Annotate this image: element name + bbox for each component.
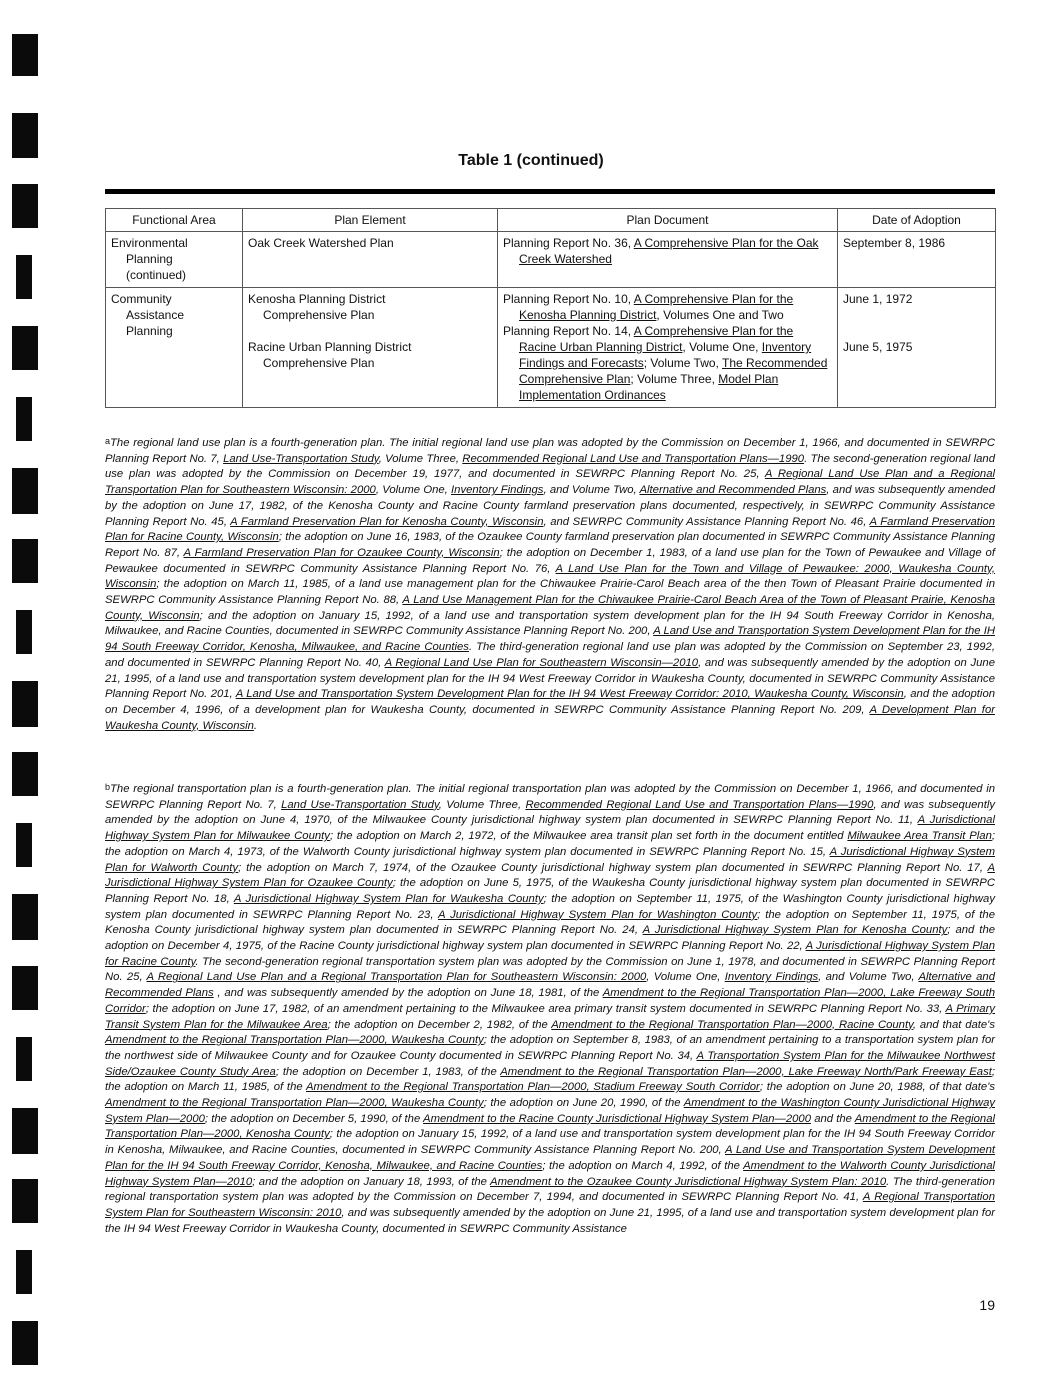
footnote-marker: a: [105, 436, 111, 446]
document-title: Model Plan Implementation Ordinances: [519, 372, 779, 402]
area-line: (continued): [126, 268, 187, 282]
binding-hole: [16, 255, 32, 299]
adoption-date: June 5, 1975: [843, 340, 913, 354]
area-line: Planning: [126, 252, 173, 266]
page-title: Table 1 (continued): [458, 152, 604, 169]
binding-hole: [12, 1321, 38, 1365]
document-ref: , Volumes One and Two: [656, 308, 784, 322]
plan-element: Oak Creek Watershed Plan: [248, 236, 394, 250]
binding-hole: [12, 326, 38, 370]
column-header: Functional Area: [106, 209, 243, 232]
document-title: A Comprehensive Plan for the Kenosha Planning District: [519, 292, 794, 322]
binding-hole: [12, 1179, 38, 1223]
binding-hole: [12, 894, 38, 940]
functional-area-cell: [106, 232, 243, 288]
area-line: Environmental: [111, 236, 188, 250]
area-line: Planning: [126, 324, 173, 338]
column-header: Plan Element: [243, 209, 498, 232]
page-number: 19: [979, 1297, 995, 1313]
footnote-marker: b: [105, 782, 111, 792]
document-title: The Recommended Comprehensive Plan: [519, 356, 828, 386]
document-ref: ; Volume Two,: [643, 356, 723, 370]
binding-hole: [16, 823, 32, 867]
binding-hole: [16, 1037, 32, 1081]
document-ref: Planning Report No. 14,: [503, 324, 634, 338]
plan-document-cell: [498, 288, 838, 408]
binding-hole: [16, 610, 32, 654]
adoption-date: September 8, 1986: [843, 236, 946, 250]
document-ref: ; Volume Three,: [630, 372, 719, 386]
plan-element: Racine Urban Planning District: [248, 340, 412, 354]
table-header-row: [106, 209, 996, 232]
area-line: Assistance: [126, 308, 185, 322]
adoption-date-cell: [838, 232, 996, 288]
binding-hole: [12, 539, 38, 583]
plan-element: Comprehensive Plan: [263, 356, 375, 370]
plans-table: [105, 208, 996, 408]
binding-hole: [12, 468, 38, 514]
functional-area-cell: [106, 288, 243, 408]
plan-element-cell: [243, 288, 498, 408]
plan-element: Kenosha Planning District: [248, 292, 386, 306]
document-ref: Planning Report No. 36,: [503, 236, 634, 250]
column-header: Date of Adoption: [838, 209, 996, 232]
table-row: [106, 232, 996, 288]
binding-hole: [12, 966, 38, 1010]
title-rule: [105, 189, 995, 194]
column-header: Plan Document: [498, 209, 838, 232]
binding-hole: [12, 34, 38, 76]
adoption-date-cell: [838, 288, 996, 408]
binding-hole: [16, 1250, 32, 1294]
binding-holes: [12, 0, 38, 1380]
document-title: A Comprehensive Plan for the Oak Creek Watershed: [519, 236, 819, 266]
area-line: Community: [111, 292, 172, 306]
document-title: Inventory Findings and Forecasts: [519, 340, 812, 370]
footnote-a: $^a$The regional land use plan is a fourth-generation plan. The initial regional land use plan was adopted by the Commission on December 1, 1966, and documented in SEWRPC Planning Report No. 7, Land Use-Transportation Study, Volume Three, Recommended Regional Land Use and Transportation Plans—1990. The second-generation regional land use plan was adopted by the Commission on December 19, 1977, and documented in SEWRPC Planning Report No. 25, A Regional Land Use Plan and a Regional Transportation Plan for Southeastern Wisconsin: 2000, Volume One, Inventory Findings, and Volume Two, Alternative and Recommended Plans, and was subsequently amended by the adoption on June 17, 1982, of the Kenosha County and Racine County farmland preservation plans documented, respectively, in SEWRPC Community Assistance Planning Report No. 45, A Farmland Preservation Plan for Kenosha County, Wisconsin, and SEWRPC Community Assistance Planning Report No. 46, A Farmland Preservation Plan for Racine County, Wisconsin; the adoption on June 16, 1983, of the Ozaukee County farmland preservation plan documented in SEWRPC Community Assistance Planning Report No. 87, A Farmland Preservation Plan for Ozaukee County, Wisconsin; the adoption on December 1, 1983, of a land use plan for the Town of Pewaukee and Village of Pewaukee documented in SEWRPC Community Assistance Planning Report No. 76, A Land Use Plan for the Town and Village of Pewaukee: 2000, Waukesha County, Wisconsin; the adoption on March 11, 1985, of a land use management plan for the Chiwaukee Prairie-Carol Beach area of the then Town of Pleasant Prairie documented in SEWRPC Community Assistance Planning Report No. 88, A Land Use Management Plan for the Chiwaukee Prairie-Carol Beach Area of the Town of Pleasant Prairie, Kenosha County, Wisconsin; and the adoption on January 15, 1992, of a land use and transportation system development plan for the IH 94 South Freeway Corridor in Kenosha, Milwaukee, and Racine Counties, documented in SEWRPC Community Assistance Planning Report No. 200, A Land Use and Transportation System Development Plan for the IH 94 South Freeway Corridor, Kenosha, Milwaukee, and Racine Counties. The third-generation regional land use plan was adopted by the Commission on September 23, 1992, and documented in SEWRPC Planning Report No. 40, A Regional Land Use Plan for Southeastern Wisconsin—2010, and was subsequently amended by the adoption on June 21, 1995, of a land use and transportation system development plan for the IH 94 West Freeway Corridor in Waukesha County, documented in SEWRPC Community Assistance Planning Report No. 201, A Land Use and Transportation System Development Plan for the IH 94 West Freeway Corridor: 2010, Waukesha County, Wisconsin, and the adoption on December 4, 1996, of a development plan for Waukesha County, documented in SEWRPC Community Assistance Planning Report No. 209, A Development Plan for Waukesha County, Wisconsin.: [105, 436, 996, 732]
plan-element: Comprehensive Plan: [263, 308, 375, 322]
binding-hole: [12, 184, 38, 228]
plan-document-cell: [498, 232, 838, 288]
document-title: A Comprehensive Plan for the Racine Urban Planning District: [519, 324, 794, 354]
footnote-b: $^b$The regional transportation plan is a fourth-generation plan. The initial regional transportation plan was adopted by the Commission on December 1, 1966, and documented in SEWRPC Planning Report No. 7, Land Use-Transportation Study, Volume Three, Recommended Regional Land Use and Transportation Plans—1990, and was subsequently amended by the adoption on June 4, 1970, of the Milwaukee County jurisdictional highway system plan documented in SEWRPC Planning Report No. 11, A Jurisdictional Highway System Plan for Milwaukee County; the adoption on March 2, 1972, of the Milwaukee area transit plan set forth in the document entitled Milwaukee Area Transit Plan; the adoption on March 4, 1973, of the Walworth County jurisdictional highway system plan documented in SEWRPC Planning Report No. 15, A Jurisdictional Highway System Plan for Walworth County; the adoption on March 7, 1974, of the Ozaukee County jurisdictional highway system plan documented in SEWRPC Planning Report No. 17, A Jurisdictional Highway System Plan for Ozaukee County; the adoption on June 5, 1975, of the Waukesha County jurisdictional highway system plan documented in SEWRPC Planning Report No. 18, A Jurisdictional Highway System Plan for Waukesha County; the adoption on September 11, 1975, of the Washington County jurisdictional highway system plan documented in SEWRPC Planning Report No. 23, A Jurisdictional Highway System Plan for Washington County; the adoption on September 11, 1975, of the Kenosha County jurisdictional highway system plan documented in SEWRPC Planning Report No. 24, A Jurisdictional Highway System Plan for Kenosha County; and the adoption on December 4, 1975, of the Racine County jurisdictional highway system plan documented in SEWRPC Planning Report No. 22, A Jurisdictional Highway System Plan for Racine County. The second-generation regional transportation system plan was adopted by the Commission on June 1, 1978, and documented in SEWRPC Planning Report No. 25, A Regional Land Use Plan and a Regional Transportation Plan for Southeastern Wisconsin: 2000, Volume One, Inventory Findings, and Volume Two, Alternative and Recommended Plans , and was subsequently amended by the adoption on June 18, 1981, of the Amendment to the Regional Transportation Plan—2000, Lake Freeway South Corridor; the adoption on June 17, 1982, of an amendment pertaining to the Milwaukee area primary transit system documented in SEWRPC Planning Report No. 33, A Primary Transit System Plan for the Milwaukee Area; the adoption on December 2, 1982, of the Amendment to the Regional Transportation Plan—2000, Racine County, and that date's Amendment to the Regional Transportation Plan—2000, Waukesha County; the adoption on September 8, 1983, of an amendment pertaining to a transportation system plan for the northwest side of Milwaukee County and for Ozaukee County documented in SEWRPC Planning Report No. 34, A Transportation System Plan for the Milwaukee Northwest Side/Ozaukee County Study Area; the adoption on December 1, 1983, of the Amendment to the Regional Transportation Plan—2000, Lake Freeway North/Park Freeway East; the adoption on March 11, 1985, of the Amendment to the Regional Transportation Plan—2000, Stadium Freeway South Corridor; the adoption on June 20, 1988, of that date's Amendment to the Regional Transportation Plan—2000, Waukesha County; the adoption on June 20, 1990, of the Amendment to the Washington County Jurisdictional Highway System Plan—2000; the adoption on December 5, 1990, of the Amendment to the Racine County Jurisdictional Highway System Plan—2000 and the Amendment to the Regional Transportation Plan—2000, Kenosha County; the adoption on January 15, 1992, of a land use and transportation system development plan for the IH 94 South Freeway Corridor in Kenosha, Milwaukee, and Racine Counties, documented in SEWRPC Community Assistance Planning Report No. 200, A Land Use and Transportation System Development Plan for the IH 94 South Freeway Corridor, Kenosha, Milwaukee, and Racine Counties; the adoption on March 4, 1992, of the Amendment to the Walworth County Jurisdictional Highway System Plan—2010; and the adoption on January 18, 1993, of the Amendment to the Ozaukee County Jurisdictional Highway System Plan: 2010. The third-generation regional transportation system plan was adopted by the Commission on December 7, 1994, and documented in SEWRPC Planning Report No. 41, A Regional Transportation System Plan for Southeastern Wisconsin: 2010, and was subsequently amended by the adoption on June 21, 1995, of a land use and transportation system development plan for the IH 94 West Freeway Corridor in Waukesha County, documented in SEWRPC Community Assistance: [105, 782, 996, 1235]
document-ref: Planning Report No. 10,: [503, 292, 634, 306]
binding-hole: [12, 752, 38, 796]
table-row: [106, 288, 996, 408]
plan-element-cell: [243, 232, 498, 288]
binding-hole: [12, 681, 38, 727]
adoption-date: June 1, 1972: [843, 292, 913, 306]
document-ref: , Volume One,: [682, 340, 762, 354]
binding-hole: [16, 397, 32, 441]
binding-hole: [12, 1108, 38, 1154]
